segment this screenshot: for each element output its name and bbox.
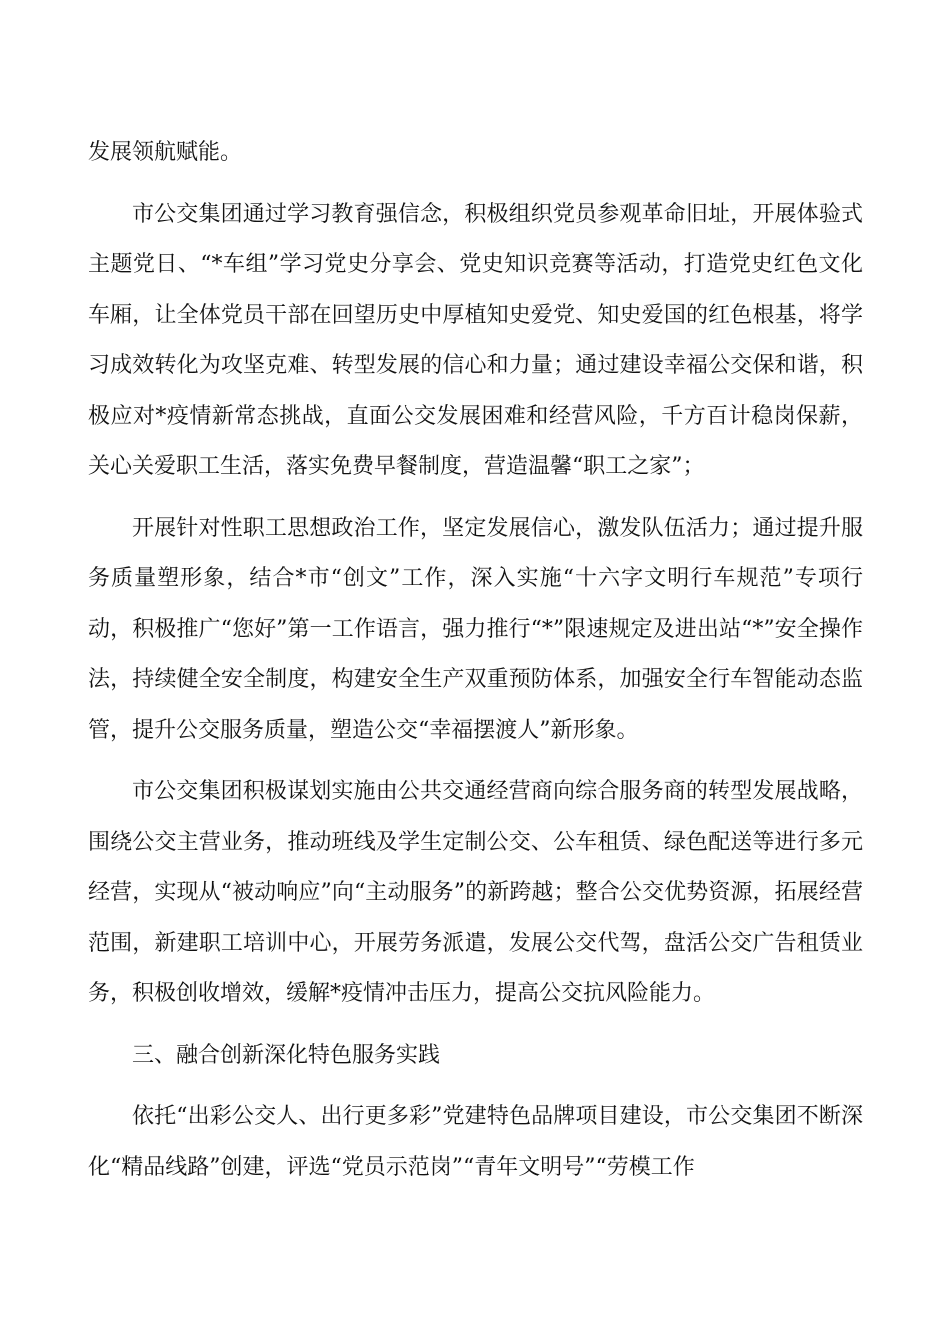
- paragraph-transformation: 市公交集团积极谋划实施由公共交通经营商向综合服务商的转型发展战略，围绕公交主营业务，推动班线及学生定制公交、公车租赁、绿色配送等进行多元经营，实现从“被动响应”向“主动服务”的新跨越；整合公交优势资源，拓展经营范围，新建职工培训中心，开展劳务派遣，发展公交代驾，盘活公交广告租赁业务，积极创收增效，缓解*疫情冲击压力，提高公交抗风险能力。: [88, 779, 863, 1006]
- paragraph-study-education: 市公交集团通过学习教育强信念，积极组织党员参观革命旧址，开展体验式主题党日、“*车组”学习党史分享会、党史知识竞赛等活动，打造党史红色文化车厢，让全体党员干部在回望历史中厚植知史爱党、知史爱国的红色根基，将学习成效转化为攻坚克难、转型发展的信心和力量；通过建设幸福公交保和谐，积极应对*疫情新常态挑战，直面公交发展困难和经营风险，千方百计稳岗保薪，关心关爱职工生活，落实免费早餐制度，营造温馨“职工之家”；: [88, 201, 863, 479]
- paragraph-brand-project: 依托“出彩公交人、出行更多彩”党建特色品牌项目建设，市公交集团不断深化“精品线路”创建，评选“党员示范岗”“青年文明号”“劳模工作: [88, 1104, 863, 1180]
- section-heading: 三、融合创新深化特色服务实践: [132, 1042, 441, 1068]
- document-body: [88, 128, 863, 1204]
- paragraph-continuation: 发展领航赋能。: [88, 140, 243, 165]
- paragraph-service-quality: 开展针对性职工思想政治工作，坚定发展信心，激发队伍活力；通过提升服务质量塑形象，结合*市“创文”工作，深入实施“十六字文明行车规范”专项行动，积极推广“您好”第一工作语言，强力推行“*”限速规定及进出站“*”安全操作法，持续健全安全制度，构建安全生产双重预防体系，加强安全行车智能动态监管，提升公交服务质量，塑造公交“幸福摆渡人”新形象。: [88, 515, 863, 743]
